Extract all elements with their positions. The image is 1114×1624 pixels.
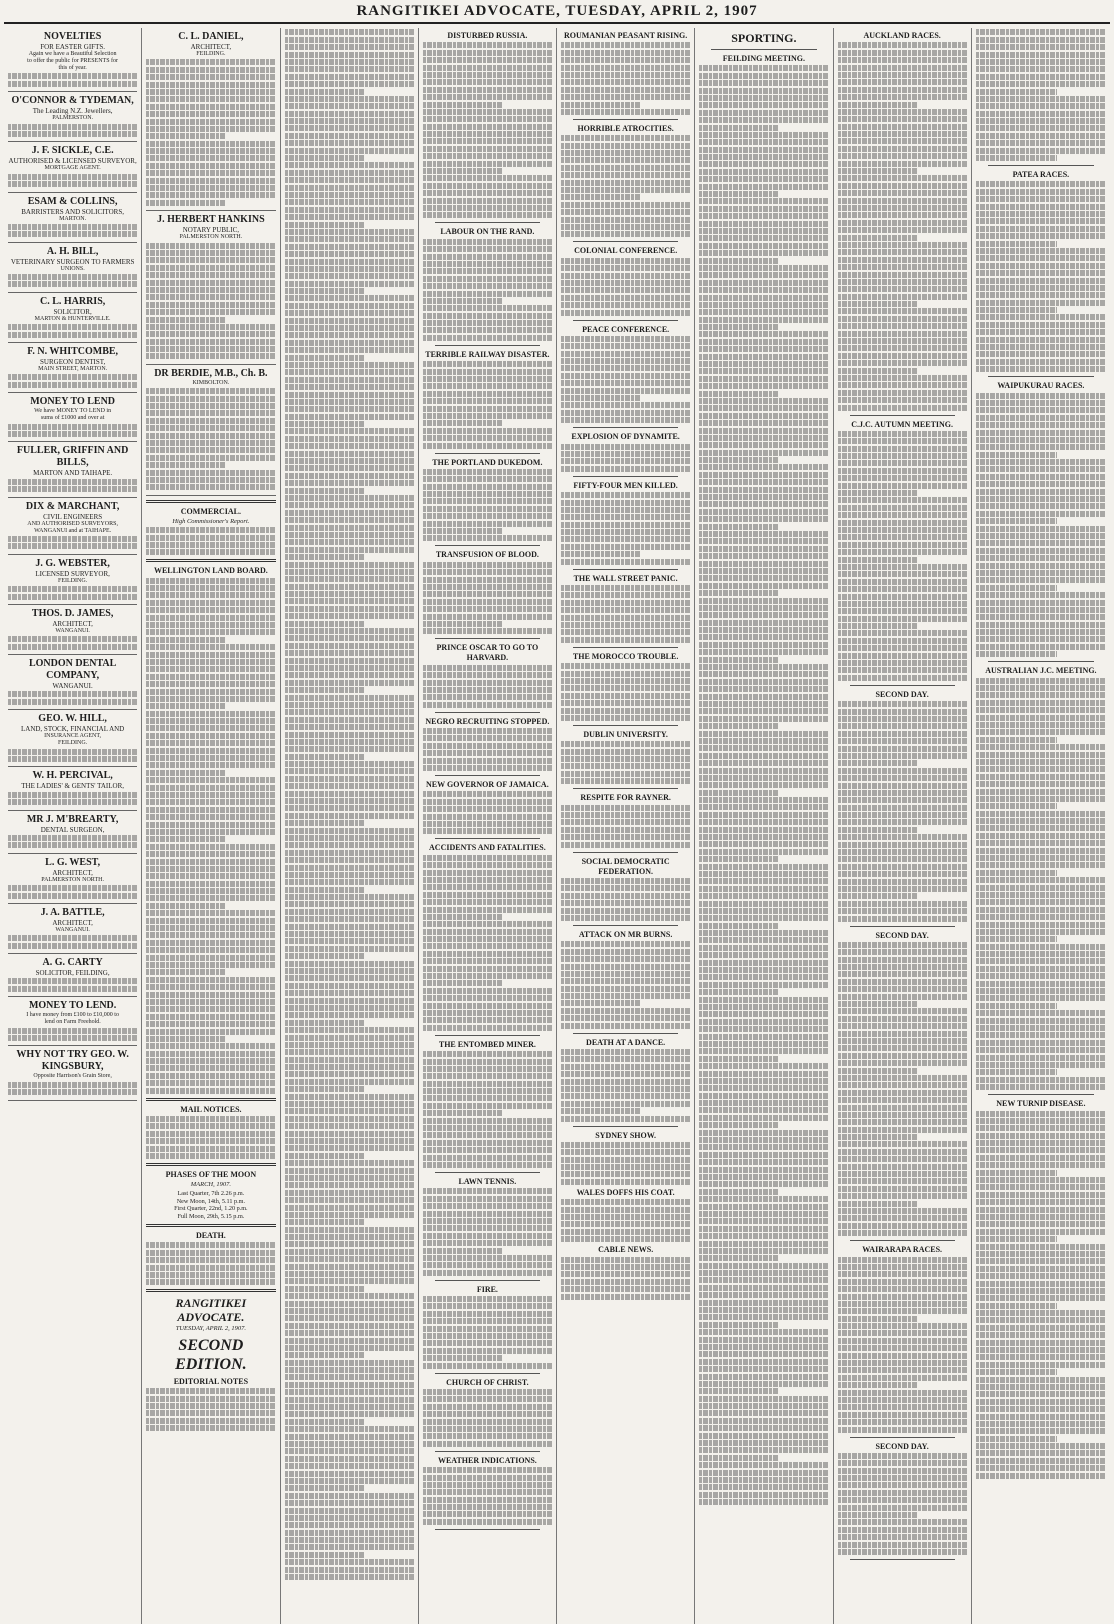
body-text-block xyxy=(8,1028,137,1041)
divider xyxy=(850,926,955,927)
article-heading: HORRIBLE ATROCITIES. xyxy=(577,123,674,133)
advertisement-name: L. G. WEST, xyxy=(45,856,101,868)
column-6-sporting xyxy=(695,28,833,1624)
article-heading: LAWN TENNIS. xyxy=(458,1177,517,1186)
body-text-block xyxy=(561,585,690,643)
body-text-block xyxy=(838,701,967,921)
advertisement-line: MORTGAGE AGENT. xyxy=(44,165,101,172)
advertisement-name: NOVELTIES xyxy=(43,31,102,42)
column-5-cable-news xyxy=(557,28,695,1624)
advertisement-name: O'CONNOR & TYDEMAN, xyxy=(11,95,134,107)
advertisement-line: MAIN STREET, MARTON. xyxy=(38,366,108,373)
article-heading: THE ENTOMBED MINER. xyxy=(438,1039,536,1049)
article-heading: ATTACK ON MR BURNS. xyxy=(578,929,673,939)
advertisement-title: MARTON AND TAIHAPE. xyxy=(33,469,113,478)
body-text-block xyxy=(561,1257,690,1300)
advertisement-name: F. N. WHITCOMBE, xyxy=(27,346,119,358)
mail-notices-heading: MAIL NOTICES. xyxy=(180,1104,242,1114)
body-text-block xyxy=(838,1453,967,1555)
article-heading: WAIPUKURAU RACES. xyxy=(997,381,1085,391)
divider xyxy=(573,427,678,428)
commercial-heading: COMMERCIAL. xyxy=(180,506,241,516)
advertisement-name: W. H. PERCIVAL, xyxy=(32,770,113,782)
divider xyxy=(435,1280,540,1281)
advertisement-title: ARCHITECT, xyxy=(190,43,232,51)
body-text-block xyxy=(561,1142,690,1185)
body-text-block xyxy=(423,728,552,771)
advertisement-line: WANGANUI and at TAIHAPE. xyxy=(34,527,112,534)
body-text-block xyxy=(838,42,967,410)
advertisement-line: this of year. xyxy=(58,65,87,71)
body-text-block xyxy=(8,174,137,187)
death-text xyxy=(146,1242,275,1285)
divider xyxy=(435,638,540,639)
advertisement xyxy=(146,365,275,496)
body-text-block xyxy=(976,181,1106,372)
body-text-block xyxy=(8,792,137,805)
advertisement-line: UNIONS. xyxy=(60,265,85,272)
article-heading: LABOUR ON THE RAND. xyxy=(440,227,535,237)
advertisement-title: FOR EASTER GIFTS. xyxy=(40,43,105,51)
article-heading: DEATH AT A DANCE. xyxy=(586,1037,666,1047)
advertisement-line: PALMERSTON NORTH. xyxy=(179,234,243,241)
body-text-block xyxy=(561,492,690,565)
body-text-block xyxy=(561,805,690,848)
advertisement xyxy=(8,555,137,605)
body-text-block xyxy=(423,791,552,834)
article-heading: ACCIDENTS AND FATALITIES. xyxy=(429,843,546,853)
divider xyxy=(850,1240,955,1241)
moon-phases-month: MARCH, 1907. xyxy=(190,1180,231,1188)
divider xyxy=(573,1033,678,1034)
advertisement-name: GEO. W. HILL, xyxy=(38,713,107,725)
advertisement-line: We have MONEY TO LEND in xyxy=(34,408,112,415)
divider xyxy=(988,1094,1094,1095)
article-heading: SPORTING. xyxy=(731,31,797,45)
article-heading: THE WALL STREET PANIC. xyxy=(573,573,678,583)
advertisement-title: SOLICITOR, xyxy=(53,307,92,316)
advertisement-line: FEILDING. xyxy=(58,577,88,584)
body-text-block xyxy=(8,224,137,237)
article-heading: FIRE. xyxy=(476,1284,498,1294)
body-text-block xyxy=(423,1051,552,1168)
body-text-block xyxy=(146,59,275,205)
column-4-cable-news xyxy=(419,28,557,1624)
advertisement-name: DR BERDIE, M.B., Ch. B. xyxy=(154,367,268,379)
moon-phase-line: Last Quarter, 7th 2.26 p.m. xyxy=(177,1190,245,1198)
body-text-block xyxy=(561,258,690,316)
divider xyxy=(435,1529,540,1530)
article-heading: PEACE CONFERENCE. xyxy=(582,324,670,334)
advertisement xyxy=(8,710,137,767)
divider xyxy=(573,320,678,321)
divider xyxy=(435,1373,540,1374)
article-heading: CHURCH OF CHRIST. xyxy=(446,1377,529,1387)
body-text-block xyxy=(146,257,275,359)
body-text-block xyxy=(423,1296,552,1369)
divider xyxy=(573,1126,678,1127)
body-text-block xyxy=(8,274,137,287)
advertisement-title: VETERINARY SURGEON TO FARMERS xyxy=(10,257,135,266)
body-text-block xyxy=(423,239,552,341)
divider xyxy=(435,775,540,776)
body-text-block xyxy=(561,42,690,115)
advertisement xyxy=(8,142,137,192)
advertisement-line: MARTON & HUNTERVILLE. xyxy=(34,315,111,322)
divider xyxy=(573,788,678,789)
divider xyxy=(573,119,678,120)
advertisement-line: Again we have a Beautiful Selection xyxy=(28,51,117,57)
body-text-block xyxy=(423,1188,552,1275)
divider xyxy=(435,222,540,223)
divider xyxy=(850,415,955,416)
advertisement xyxy=(8,243,137,293)
advertisement-name: MR J. M'BREARTY, xyxy=(26,813,119,825)
body-text-block xyxy=(146,578,275,1094)
article-heading: SECOND DAY. xyxy=(875,689,929,699)
advertisement xyxy=(8,442,137,497)
divider xyxy=(573,569,678,570)
advertisement xyxy=(8,655,137,710)
body-text-block xyxy=(8,424,137,437)
article-heading: NEW GOVERNOR OF JAMAICA. xyxy=(426,780,549,790)
advertisement-title: BARRISTERS AND SOLICITORS, xyxy=(21,207,124,216)
mail-notices-text xyxy=(146,1116,275,1159)
advertisement-name: J. G. WEBSTER, xyxy=(35,557,110,569)
column-1-advertisements xyxy=(4,28,142,1624)
masthead: RANGITIKEI ADVOCATE, TUESDAY, APRIL 2, 1907 xyxy=(4,0,1110,24)
advertisement-line: PALMERSTON NORTH. xyxy=(41,876,104,883)
advertisement-title: DENTAL SURGEON, xyxy=(40,825,105,834)
moon-phase-line: Full Moon, 29th, 5.15 p.m. xyxy=(177,1212,245,1220)
body-text-block xyxy=(8,374,137,387)
advertisement-name: J. F. SICKLE, C.E. xyxy=(31,145,114,157)
advertisement-line: INSURANCE AGENT, xyxy=(44,733,102,740)
body-text-block xyxy=(423,361,552,448)
advertisement-title: NOTARY PUBLIC, xyxy=(182,226,240,235)
divider xyxy=(435,453,540,454)
advertisement-line: AND AUTHORISED SURVEYORS, xyxy=(27,520,118,527)
advertisement xyxy=(8,954,137,997)
article-heading: EXPLOSION OF DYNAMITE. xyxy=(571,432,680,442)
advertisement-line: sums of £1000 and over at xyxy=(40,415,105,422)
body-text-block xyxy=(146,403,275,490)
article-heading: PRINCE OSCAR TO GO TO HARVARD. xyxy=(436,643,539,663)
body-text-block xyxy=(976,678,1106,1090)
body-text-block xyxy=(423,469,552,542)
body-text-block xyxy=(8,124,137,137)
advertisement xyxy=(8,293,137,343)
body-text-block xyxy=(976,393,1106,658)
advertisement-title: ARCHITECT, xyxy=(52,918,93,927)
body-text-block xyxy=(976,1111,1106,1479)
advertisement-line: to offer the public for PRESENTS for xyxy=(27,58,119,64)
article-heading: NEW TURNIP DISEASE. xyxy=(996,1099,1086,1109)
divider xyxy=(573,647,678,648)
body-text-block xyxy=(561,444,690,472)
article-heading: FIFTY-FOUR MEN KILLED. xyxy=(573,480,678,490)
body-text-block xyxy=(423,1389,552,1447)
body-text-block xyxy=(561,336,690,423)
death-heading: DEATH. xyxy=(195,1231,226,1240)
moon-phase-line: New Moon, 14th, 5.11 p.m. xyxy=(176,1197,246,1205)
advertisement-line: FEILDING. xyxy=(196,51,226,57)
body-text-block xyxy=(8,1082,137,1095)
divider xyxy=(573,852,678,853)
advertisement xyxy=(8,904,137,954)
divider xyxy=(435,1172,540,1173)
advertisement-title: WANGANUI. xyxy=(52,682,93,691)
advertisement xyxy=(8,193,137,243)
advertisement xyxy=(8,498,137,555)
body-text-block xyxy=(8,935,137,948)
column-2 xyxy=(142,28,280,1624)
advertisement xyxy=(8,605,137,655)
advertisement-title: LAND, STOCK, FINANCIAL AND xyxy=(20,725,125,734)
body-text-block xyxy=(8,978,137,991)
advertisement-title: ARCHITECT, xyxy=(52,868,93,877)
column-7-races xyxy=(834,28,972,1624)
article-heading: NEGRO RECRUITING STOPPED. xyxy=(425,716,550,726)
body-text-block xyxy=(561,741,690,784)
article-heading: C.J.C. AUTUMN MEETING. xyxy=(851,419,954,429)
body-text-block xyxy=(561,1049,690,1122)
body-text-block xyxy=(8,636,137,649)
body-text-block xyxy=(146,74,275,206)
advertisement-name: C. L. DANIEL, xyxy=(178,31,244,42)
second-edition-heading: SECOND EDITION. xyxy=(175,1336,247,1373)
divider xyxy=(435,838,540,839)
body-text-block xyxy=(838,431,967,681)
body-text-block xyxy=(8,835,137,848)
body-text-block xyxy=(146,1388,275,1431)
paper-date: TUESDAY, APRIL 2, 1907. xyxy=(175,1325,247,1333)
article-heading: DISTURBED RUSSIA. xyxy=(447,31,528,40)
advertisement-line: lend on Farm Freehold. xyxy=(44,1019,101,1026)
divider xyxy=(988,661,1094,662)
body-text-block xyxy=(423,855,552,1031)
article-heading: DUBLIN UNIVERSITY. xyxy=(583,729,668,739)
body-text-block xyxy=(976,29,1106,161)
advertisement-title: AUTHORISED & LICENSED SURVEYOR, xyxy=(8,157,137,166)
body-text-block xyxy=(8,479,137,492)
body-text-block xyxy=(8,586,137,599)
moon-phases-heading: PHASES OF THE MOON xyxy=(165,1169,257,1179)
article-heading: WAIRARAPA RACES. xyxy=(862,1245,943,1255)
advertisement-line: Opposite Harrison's Grain Store, xyxy=(33,1073,112,1080)
body-text-block xyxy=(838,1257,967,1433)
body-text-block xyxy=(699,65,828,1505)
land-board-text xyxy=(146,578,275,1094)
body-text-block xyxy=(8,691,137,704)
advertisement xyxy=(146,28,275,211)
advertisement-line: PALMERSTON. xyxy=(52,115,94,122)
advertisement-title: LICENSED SURVEYOR, xyxy=(35,569,110,578)
body-text-block xyxy=(146,1116,275,1159)
body-text-block xyxy=(423,42,552,218)
article-heading: RESPITE FOR RAYNER. xyxy=(580,793,671,803)
advertisement-name: MONEY TO LEND xyxy=(30,396,116,408)
article-heading: SOCIAL DEMOCRATIC FEDERATION. xyxy=(581,856,670,876)
article-heading: CABLE NEWS. xyxy=(598,1245,654,1255)
advertisement-line: I have money from £100 to £10,000 to xyxy=(26,1012,119,1019)
advertisement xyxy=(8,28,137,92)
article-heading: WALES DOFFS HIS COAT. xyxy=(576,1187,675,1197)
advertisement-name: A. G. CARTY xyxy=(42,957,103,969)
advertisement-name: DIX & MARCHANT, xyxy=(25,500,120,512)
body-text-block xyxy=(423,1467,552,1525)
columns xyxy=(4,28,1110,1624)
body-text-block xyxy=(423,665,552,708)
body-text-block xyxy=(561,941,690,1028)
advertisement-name: ESAM & COLLINS, xyxy=(27,195,118,207)
article-heading: COLONIAL CONFERENCE. xyxy=(574,246,678,256)
advertisement-name: C. L. HARRIS, xyxy=(39,295,106,307)
land-board-heading: WELLINGTON LAND BOARD. xyxy=(153,566,268,576)
article-heading: AUCKLAND RACES. xyxy=(863,31,941,40)
body-text-block xyxy=(8,73,137,86)
advertisement-name: MONEY TO LEND. xyxy=(28,1000,117,1012)
advertisement-name: J. HERBERT HANKINS xyxy=(157,214,265,226)
advertisement xyxy=(8,393,137,442)
advertisement-title: ARCHITECT, xyxy=(52,619,93,628)
body-text-block xyxy=(8,885,137,898)
divider xyxy=(988,376,1094,377)
article-heading: SECOND DAY. xyxy=(875,1441,929,1451)
advertisement-line: MARTON. xyxy=(59,215,87,222)
body-text-block xyxy=(8,536,137,549)
divider xyxy=(573,925,678,926)
body-text-block xyxy=(561,878,690,921)
divider xyxy=(573,476,678,477)
advertisement xyxy=(8,854,137,904)
body-text-block xyxy=(146,1242,275,1285)
advertisement-title: CIVIL ENGINEERS xyxy=(43,512,103,521)
advertisement-name: LONDON DENTAL COMPANY, xyxy=(28,658,117,682)
advertisement-name: J. A. BATTLE, xyxy=(40,906,105,918)
advertisement-title: SOLICITOR, FEILDING, xyxy=(35,969,110,978)
article-heading: AUSTRALIAN J.C. MEETING. xyxy=(985,666,1097,676)
article-heading: FEILDING MEETING. xyxy=(722,54,805,63)
divider xyxy=(435,712,540,713)
commercial-text xyxy=(146,527,275,555)
article-heading: PATEA RACES. xyxy=(1012,170,1070,180)
article-heading: THE PORTLAND DUKEDOM. xyxy=(432,457,543,467)
body-text-block xyxy=(561,135,690,237)
commercial-subheading: High Commissioner's Report. xyxy=(172,517,250,525)
body-text-block xyxy=(146,527,275,555)
advertisement-line: WANGANUI. xyxy=(55,627,90,634)
body-text-block xyxy=(146,388,275,490)
advertisement-title: The Leading N.Z. Jewellers, xyxy=(32,107,113,116)
body-text-block xyxy=(8,324,137,337)
advertisement-title: THE LADIES' & GENTS' TAILOR, xyxy=(21,782,124,791)
advertisement xyxy=(8,1046,137,1100)
advertisement xyxy=(146,211,275,365)
divider xyxy=(850,1437,955,1438)
divider xyxy=(435,1035,540,1036)
divider xyxy=(435,345,540,346)
body-text-block xyxy=(838,942,967,1236)
column-8-races xyxy=(972,28,1110,1624)
article-heading: ROUMANIAN PEASANT RISING. xyxy=(564,31,688,40)
advertisement-name: A. H. BILL, xyxy=(46,245,99,257)
article-heading: WEATHER INDICATIONS. xyxy=(437,1455,537,1465)
moon-phase-line: First Quarter, 22nd, 1.20 p.m. xyxy=(174,1205,248,1213)
body-text-block xyxy=(285,29,414,1580)
article-heading: SECOND DAY. xyxy=(875,930,929,940)
article-heading: TRANSFUSION OF BLOOD. xyxy=(435,550,539,560)
column-3-editorial xyxy=(281,28,419,1624)
divider xyxy=(850,685,955,686)
advertisement-line: KIMBOLTON. xyxy=(192,379,230,386)
divider xyxy=(850,1559,955,1560)
editorial-notes-heading: EDITORIAL NOTES xyxy=(173,1376,249,1386)
divider xyxy=(711,49,816,50)
article-heading: TERRIBLE RAILWAY DISASTER. xyxy=(425,349,550,359)
article-heading: SYDNEY SHOW. xyxy=(595,1130,656,1140)
divider xyxy=(435,545,540,546)
advertisement xyxy=(8,997,137,1046)
body-text-block xyxy=(561,1199,690,1242)
advertisement-name: FULLER, GRIFFIN AND BILLS, xyxy=(16,445,129,469)
body-text-block xyxy=(8,749,137,762)
advertisement-name: THOS. D. JAMES, xyxy=(31,607,114,619)
editorial-text xyxy=(146,1388,275,1431)
advertisement xyxy=(8,343,137,393)
advertisement xyxy=(8,767,137,810)
advertisement-line: FEILDING. xyxy=(58,740,88,747)
body-text-block xyxy=(561,663,690,721)
advertisement-line: WANGANUI. xyxy=(55,926,90,933)
advertisement-title: SURGEON DENTIST, xyxy=(40,358,106,367)
body-text-block xyxy=(146,243,275,360)
divider xyxy=(435,1451,540,1452)
divider xyxy=(573,241,678,242)
divider xyxy=(988,165,1094,166)
advertisement xyxy=(8,92,137,142)
advertisement xyxy=(8,811,137,854)
body-text-block xyxy=(423,562,552,635)
advertisement-name: WHY NOT TRY GEO. W. KINGSBURY, xyxy=(16,1049,129,1073)
article-heading: THE MOROCCO TROUBLE. xyxy=(572,651,679,661)
paper-name: RANGITIKEI ADVOCATE. xyxy=(175,1296,247,1325)
divider xyxy=(573,725,678,726)
